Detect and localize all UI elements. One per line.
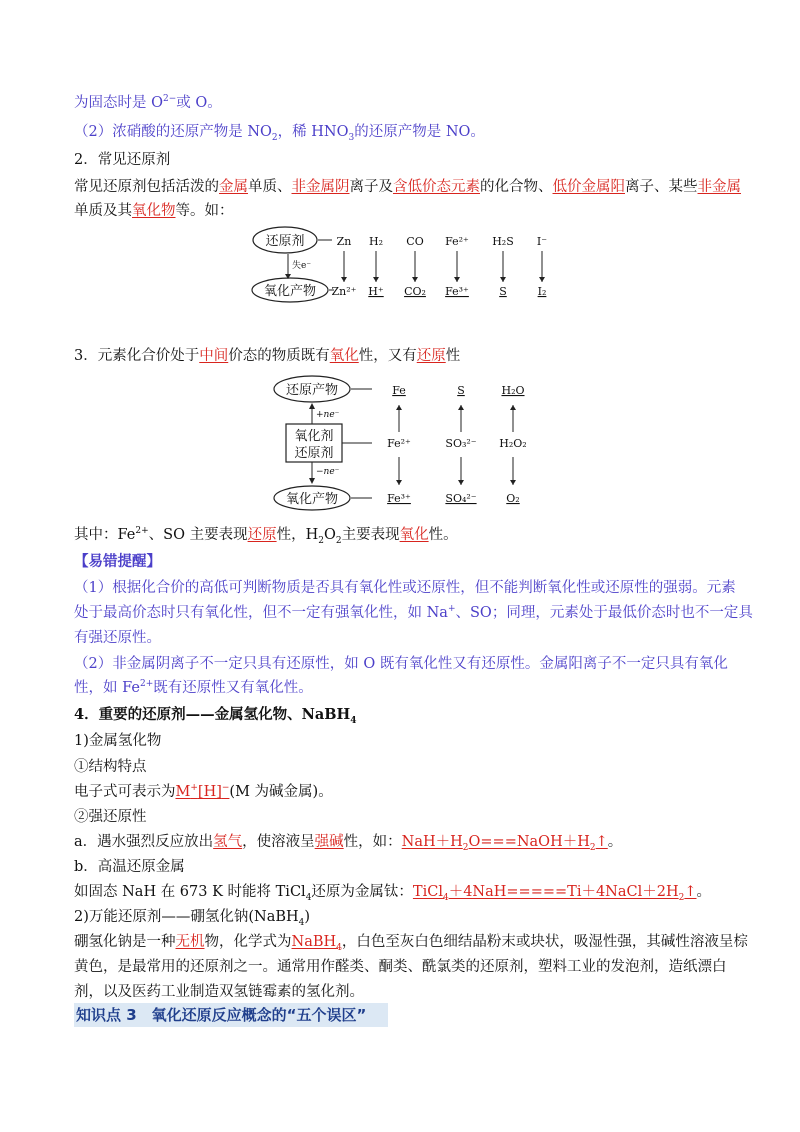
- species-top: Zn: [336, 235, 352, 248]
- text-line: 处于最高价态时只有氧化性，但不一定有强氧化性，如 Na+、SO；同理，元素处于最低价态时也不一定具: [74, 604, 753, 621]
- species-bottom: Fe³⁺: [387, 492, 411, 505]
- oxidant-label: 氧化剂: [294, 429, 334, 444]
- section-title: 2．常见还原剂: [74, 152, 171, 168]
- reduction-arrow-head: [396, 405, 402, 410]
- text-line: b．高温还原金属: [74, 859, 185, 875]
- species-top: CO: [406, 235, 424, 248]
- reducer-label: 还原剂: [265, 234, 305, 249]
- text-line: （1）根据化合价的高低可判断物质是否具有氧化性或还原性，但不能判断氧化性或还原性的强弱。元素: [74, 580, 736, 596]
- conversion-arrow-head: [454, 277, 460, 282]
- conversion-arrow-head: [500, 277, 506, 282]
- species-top: H₂O: [501, 384, 525, 397]
- lose-electron-label: 失e⁻: [292, 261, 312, 271]
- species-bottom: O₂: [506, 492, 520, 505]
- text-line: 有强还原性。: [74, 630, 161, 646]
- text-line: 为固态时是 $O^{2-}$或 O。: [74, 94, 222, 111]
- species-bottom: H⁺: [368, 285, 384, 298]
- conversion-arrow-head: [539, 277, 545, 282]
- text-line: ②强还原性: [74, 809, 147, 825]
- species-bottom: CO₂: [404, 285, 426, 298]
- species-bottom: Zn²⁺: [331, 285, 357, 298]
- oxidized-product-label: 氧化产物: [285, 492, 339, 507]
- oxidized-product-label: 氧化产物: [263, 284, 317, 299]
- text-line: 其中：$Fe^{2+}$、SO 主要表现还原性，$H_2O_2$主要表现氧化性。: [74, 526, 458, 546]
- gain-electron-label: +ne⁻: [316, 410, 340, 420]
- text-line: 电子式可表示为M+[H]−(M 为碱金属)。: [74, 783, 333, 800]
- species-bottom: I₂: [537, 285, 547, 298]
- species-middle: Fe²⁺: [387, 437, 411, 450]
- section-title: 4．重要的还原剂——金属氢化物、NaBH$_4$: [74, 706, 357, 726]
- text-line: 如固态 NaH 在 673 K 时能将 TiCl$_4$还原为金属钛：$TiCl_4+4NaH=====Ti+4NaCl+2H_2↑$。: [74, 884, 712, 903]
- reduction-arrow-head: [458, 405, 464, 410]
- species-bottom: SO₄²⁻: [445, 492, 477, 505]
- reduced-product-label: 还原产物: [285, 383, 339, 398]
- redox-diagram: [272, 372, 552, 512]
- conversion-arrow-head: [341, 277, 347, 282]
- species-top: Fe: [392, 384, 406, 397]
- knowledge-point-heading: 知识点 3 氧化还原反应概念的“五个误区”: [74, 1003, 388, 1027]
- tip-title: 【易错提醒】: [74, 553, 161, 570]
- oxidation-arrow-head: [458, 480, 464, 485]
- species-top: Fe²⁺: [445, 235, 469, 248]
- text-line: 黄色，是最常用的还原剂之一。通常用作醛类、酮类、酰氯类的还原剂，塑料工业的发泡剂，造纸漂白: [74, 959, 727, 975]
- text-line: （2）浓硝酸的还原产物是 $NO_2$，稀 $HNO_3$的还原产物是 NO。: [74, 124, 485, 143]
- text-line: 硼氢化钠是一种无机物，化学式为NaBH$_4$，白色至灰白色细结晶粉末或块状，吸湿性强，其碱性溶液呈棕: [74, 934, 748, 953]
- text-line: 常见还原剂包括活泼的金属单质、非金属阴离子及含低价态元素的化合物、低价金属阳离子、某些非金属: [74, 179, 741, 195]
- conversion-arrow-head: [373, 277, 379, 282]
- species-middle: SO₃²⁻: [445, 437, 477, 450]
- text-line: ①结构特点: [74, 759, 147, 775]
- species-top: I⁻: [536, 235, 548, 248]
- species-bottom: S: [499, 285, 507, 298]
- text-line: a．遇水强烈反应放出氢气，使溶液呈强碱性，如：$NaH+H_2O===NaOH+H_2↑$。: [74, 834, 623, 853]
- text-line: 单质及其氧化物等。如：: [74, 203, 234, 219]
- lose-electron-label: −ne⁻: [316, 467, 340, 477]
- oxidation-arrow-head: [510, 480, 516, 485]
- reduction-arrow-head: [510, 405, 516, 410]
- text-line: （2）非金属阴离子不一定只具有还原性，如 O 既有氧化性又有还原性。金属阳离子不一定只具有氧化: [74, 656, 728, 672]
- species-top: H₂S: [492, 235, 514, 248]
- text-line: 剂，以及医药工业制造双氢链霉素的氢化剂。: [74, 984, 364, 1000]
- text-line: 1)金属氢化物: [74, 733, 162, 749]
- text-line: 3．元素化合价处于中间价态的物质既有氧化性，又有还原性: [74, 348, 461, 364]
- oxidation-arrow-head: [396, 480, 402, 485]
- species-top: S: [457, 384, 465, 397]
- reductant-label: 还原剂: [294, 446, 334, 461]
- text-line: 性，如 $Fe^{2+}$既有还原性又有氧化性。: [74, 679, 313, 696]
- species-bottom: Fe³⁺: [445, 285, 469, 298]
- species-top: H₂: [368, 235, 384, 248]
- reducer-diagram: [250, 224, 560, 304]
- species-middle: H₂O₂: [499, 437, 527, 450]
- text-line: 2)万能还原剂——硼氢化钠(NaBH$_4$): [74, 909, 311, 928]
- conversion-arrow-head: [412, 277, 418, 282]
